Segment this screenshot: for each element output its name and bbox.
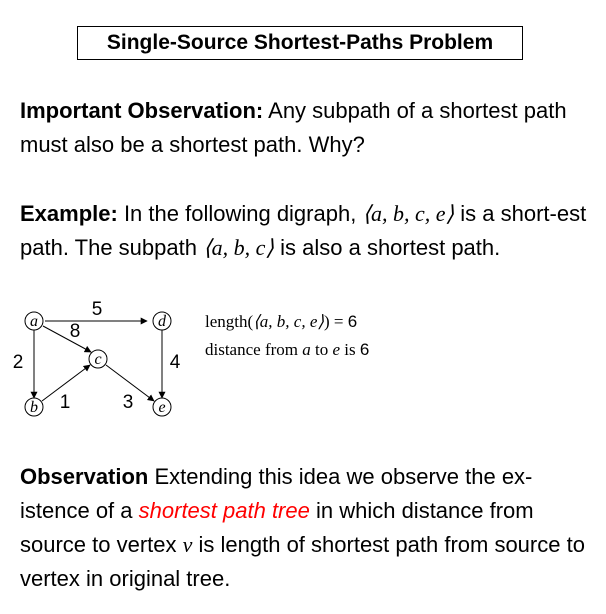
length-eq: ) =	[324, 312, 348, 331]
example-text-3: is also a shortest path.	[274, 235, 501, 260]
dist-a: a	[302, 340, 311, 359]
distance-note	[205, 340, 369, 360]
obs2-text-2: in which distance from source to vertex	[20, 498, 534, 557]
page-title: Single-Source Shortest-Paths Problem	[77, 26, 523, 60]
weight-b-c: 1	[59, 392, 71, 413]
edge-a-c	[43, 326, 91, 352]
node-b-label: b	[30, 399, 38, 416]
node-c-label: c	[94, 351, 102, 368]
example-label: Example:	[20, 201, 118, 226]
example-path-math: ⟨a, b, c, e⟩	[362, 201, 455, 226]
dist-e: e	[332, 340, 341, 359]
example-subpath-math: ⟨a, b, c⟩	[203, 235, 275, 260]
obs2-text-3: is length of shortest path from source to vertex in original tree.	[20, 532, 585, 591]
weight-a-d: 5	[91, 299, 103, 320]
obs2-label: Observation	[20, 464, 149, 489]
path-length-note	[205, 312, 357, 332]
node-d-label: d	[158, 313, 166, 330]
node-d	[153, 312, 171, 330]
example-paragraph	[20, 197, 590, 265]
observation-paragraph	[20, 460, 590, 596]
dist-value: 6	[359, 340, 370, 359]
example-text-1: In the following digraph,	[117, 201, 363, 226]
dist-is: is	[340, 340, 360, 359]
weight-a-b: 2	[12, 352, 24, 373]
dist-label: distance from	[205, 340, 303, 359]
length-label: length(	[205, 312, 254, 331]
important-observation	[20, 94, 590, 162]
node-c	[89, 350, 107, 368]
digraph	[0, 288, 200, 428]
length-value: 6	[347, 312, 358, 331]
node-a	[25, 312, 43, 330]
node-b	[25, 398, 43, 416]
node-e-label: e	[158, 399, 166, 416]
weight-a-c: 8	[69, 321, 81, 342]
obs1-text: Any subpath of a shortest path must also be a shortest path. Why?	[20, 98, 567, 157]
obs2-text-1: Extending this idea we observe the ex-istence of a	[20, 464, 533, 523]
weight-c-e: 3	[122, 392, 134, 413]
dist-to: to	[310, 340, 333, 359]
node-a-label: a	[30, 313, 38, 330]
obs1-label: Important Observation:	[20, 98, 264, 123]
shortest-path-tree-term: shortest path tree	[138, 498, 310, 523]
obs2-vertex-v: v	[182, 532, 193, 557]
example-text-2: is a short-est path. The subpath	[20, 201, 587, 260]
weight-d-e: 4	[169, 352, 181, 373]
length-path-math: ⟨a, b, c, e⟩	[253, 312, 325, 331]
node-e	[153, 398, 171, 416]
